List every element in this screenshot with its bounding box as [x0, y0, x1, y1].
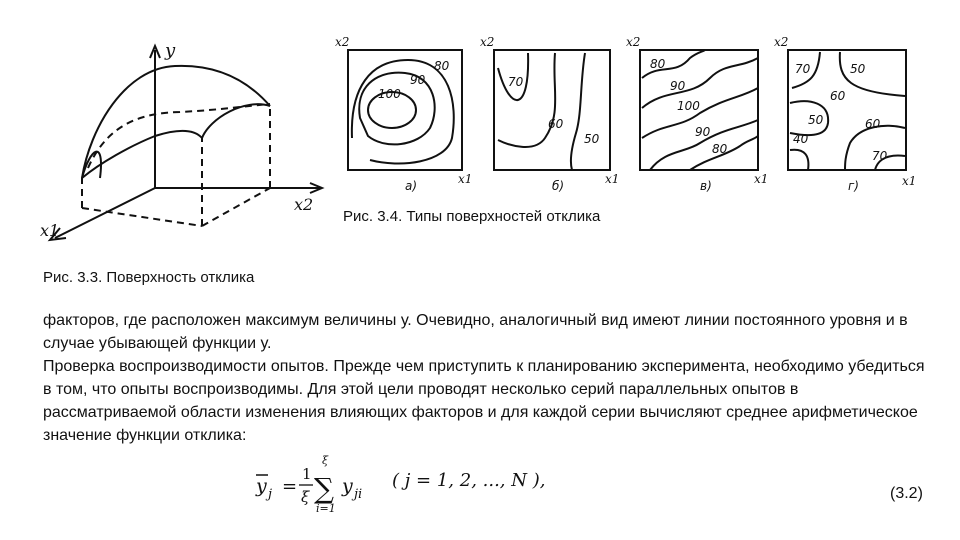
formula-term: y: [342, 475, 353, 497]
surface-top-edge: [82, 66, 270, 178]
contour-label: 80: [712, 142, 728, 156]
formula-3-2: [250, 452, 550, 514]
x1-label: x1: [902, 174, 917, 188]
contour-label: 70: [795, 62, 811, 76]
x2-label: x2: [335, 35, 350, 49]
formula-sum-bottom: i=1: [316, 502, 336, 514]
x2-axis-label: x2: [294, 195, 314, 214]
contour-label: 70: [508, 75, 524, 89]
contour-label: 100: [378, 87, 401, 101]
contour-label: 60: [830, 89, 846, 103]
paragraph: Проверка воспроизводимости опытов. Прежде чем приступить к планированию эксперимента, необходимо убедиться в том, что опыты воспроизводимы. Для этой цели проводят несколько серий параллельных опытов в рассматриваемой области изменения влияющих факторов и для каждой серии вычисляют среднее арифметическое значение функции отклика:: [43, 358, 925, 444]
base-projection: [82, 104, 270, 226]
figure-3-4-contours: [330, 28, 930, 203]
figure-3-3-caption: Рис. 3.3. Поверхность отклика: [43, 269, 255, 286]
formula-sum-top: ξ: [322, 454, 329, 467]
paragraph: факторов, где расположен максимум величины у. Очевидно, аналогичный вид имеют линии постоянного уровня и в случае убывающей функции у.: [43, 312, 908, 352]
formula-frac-den: ξ: [301, 488, 310, 506]
panel-tag: в): [700, 179, 712, 193]
contour-label: 80: [650, 57, 666, 71]
x2-label: x2: [480, 35, 495, 49]
contour-label: 70: [872, 149, 888, 163]
x1-axis-label: x1: [40, 221, 60, 240]
formula-frac-num: 1: [302, 465, 312, 483]
x1-label: x1: [754, 172, 769, 186]
contour-label: 40: [793, 132, 809, 146]
figure-3-4-caption: Рис. 3.4. Типы поверхностей отклика: [343, 208, 601, 225]
panel-tag: г): [848, 179, 859, 193]
formula-term-sub: ji: [354, 487, 363, 502]
contour-panel-d: [774, 35, 916, 193]
contour-label: 90: [410, 73, 426, 87]
contour-label: 60: [548, 117, 564, 131]
panel-tag: б): [552, 179, 565, 193]
contour-label: 60: [865, 117, 881, 131]
contour-panel-c: [626, 35, 768, 193]
contour-label: 100: [677, 99, 700, 113]
x2-label: x2: [774, 35, 789, 49]
contour-label: 50: [808, 113, 824, 127]
contour-label: 80: [434, 59, 450, 73]
body-text: [43, 309, 933, 447]
x2-label: x2: [626, 35, 641, 49]
formula-lhs-sub: j: [268, 487, 273, 502]
formula-condition: ( j = 1, 2, ..., N ),: [392, 470, 546, 491]
contour-panel-a: [335, 35, 472, 193]
x1-label: x1: [458, 172, 473, 186]
formula-lhs: y: [256, 475, 267, 497]
formula-equals: =: [282, 476, 298, 497]
x1-axis: [55, 188, 155, 238]
contour-label: 90: [695, 125, 711, 139]
figure-3-3-surface: [30, 28, 330, 258]
contour-label: 50: [584, 132, 600, 146]
formula-sum-sign: ∑: [314, 472, 334, 505]
contour-label: 50: [850, 62, 866, 76]
contour-label: 90: [670, 79, 686, 93]
y-axis-label: y: [165, 40, 176, 61]
panel-tag: а): [405, 179, 418, 193]
x1-label: x1: [605, 172, 620, 186]
contour-panel-b: [480, 35, 619, 193]
equation-number: (3.2): [890, 485, 923, 502]
